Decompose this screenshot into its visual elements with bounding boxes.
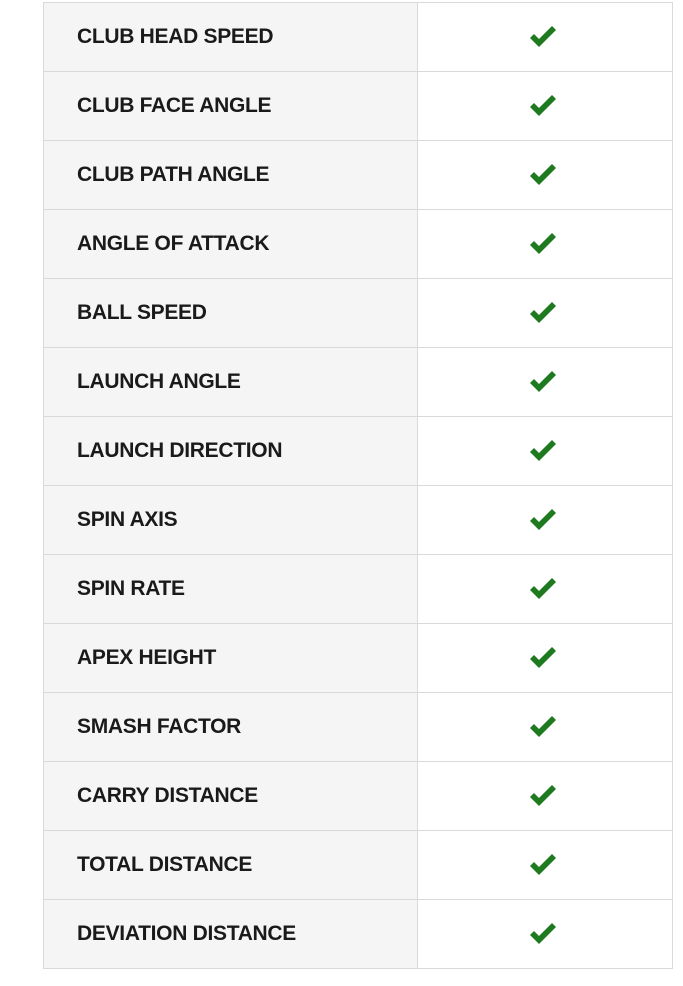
check-icon	[528, 24, 558, 50]
table-row	[44, 141, 673, 210]
feature-check-cell	[418, 900, 673, 969]
table-row	[44, 417, 673, 486]
check-icon	[528, 714, 558, 740]
feature-check-cell	[418, 555, 673, 624]
table-row	[44, 279, 673, 348]
feature-label: ANGLE OF ATTACK	[44, 210, 418, 279]
feature-label: SMASH FACTOR	[44, 693, 418, 762]
table-row	[44, 900, 673, 969]
feature-table	[43, 2, 673, 969]
check-icon	[528, 576, 558, 602]
table-row	[44, 72, 673, 141]
feature-check-cell	[418, 486, 673, 555]
feature-label: CLUB PATH ANGLE	[44, 141, 418, 210]
table-row	[44, 831, 673, 900]
feature-label: CLUB FACE ANGLE	[44, 72, 418, 141]
feature-check-cell	[418, 72, 673, 141]
check-icon	[528, 507, 558, 533]
feature-check-cell	[418, 279, 673, 348]
table-row	[44, 762, 673, 831]
feature-check-cell	[418, 210, 673, 279]
feature-label: SPIN AXIS	[44, 486, 418, 555]
check-icon	[528, 300, 558, 326]
feature-label: BALL SPEED	[44, 279, 418, 348]
feature-check-cell	[418, 693, 673, 762]
feature-label: APEX HEIGHT	[44, 624, 418, 693]
feature-table-container	[43, 2, 673, 969]
table-row	[44, 348, 673, 417]
table-row	[44, 210, 673, 279]
check-icon	[528, 645, 558, 671]
table-row	[44, 3, 673, 72]
feature-label: CARRY DISTANCE	[44, 762, 418, 831]
feature-label: CLUB HEAD SPEED	[44, 3, 418, 72]
feature-check-cell	[418, 141, 673, 210]
table-row	[44, 486, 673, 555]
feature-check-cell	[418, 624, 673, 693]
feature-label: TOTAL DISTANCE	[44, 831, 418, 900]
check-icon	[528, 369, 558, 395]
table-row	[44, 555, 673, 624]
check-icon	[528, 852, 558, 878]
feature-check-cell	[418, 762, 673, 831]
feature-check-cell	[418, 417, 673, 486]
check-icon	[528, 162, 558, 188]
feature-table-body	[44, 3, 673, 969]
check-icon	[528, 921, 558, 947]
check-icon	[528, 783, 558, 809]
feature-label: SPIN RATE	[44, 555, 418, 624]
check-icon	[528, 231, 558, 257]
feature-label: LAUNCH ANGLE	[44, 348, 418, 417]
check-icon	[528, 438, 558, 464]
feature-label: DEVIATION DISTANCE	[44, 900, 418, 969]
feature-check-cell	[418, 3, 673, 72]
feature-check-cell	[418, 348, 673, 417]
feature-check-cell	[418, 831, 673, 900]
table-row	[44, 693, 673, 762]
table-row	[44, 624, 673, 693]
feature-label: LAUNCH DIRECTION	[44, 417, 418, 486]
check-icon	[528, 93, 558, 119]
